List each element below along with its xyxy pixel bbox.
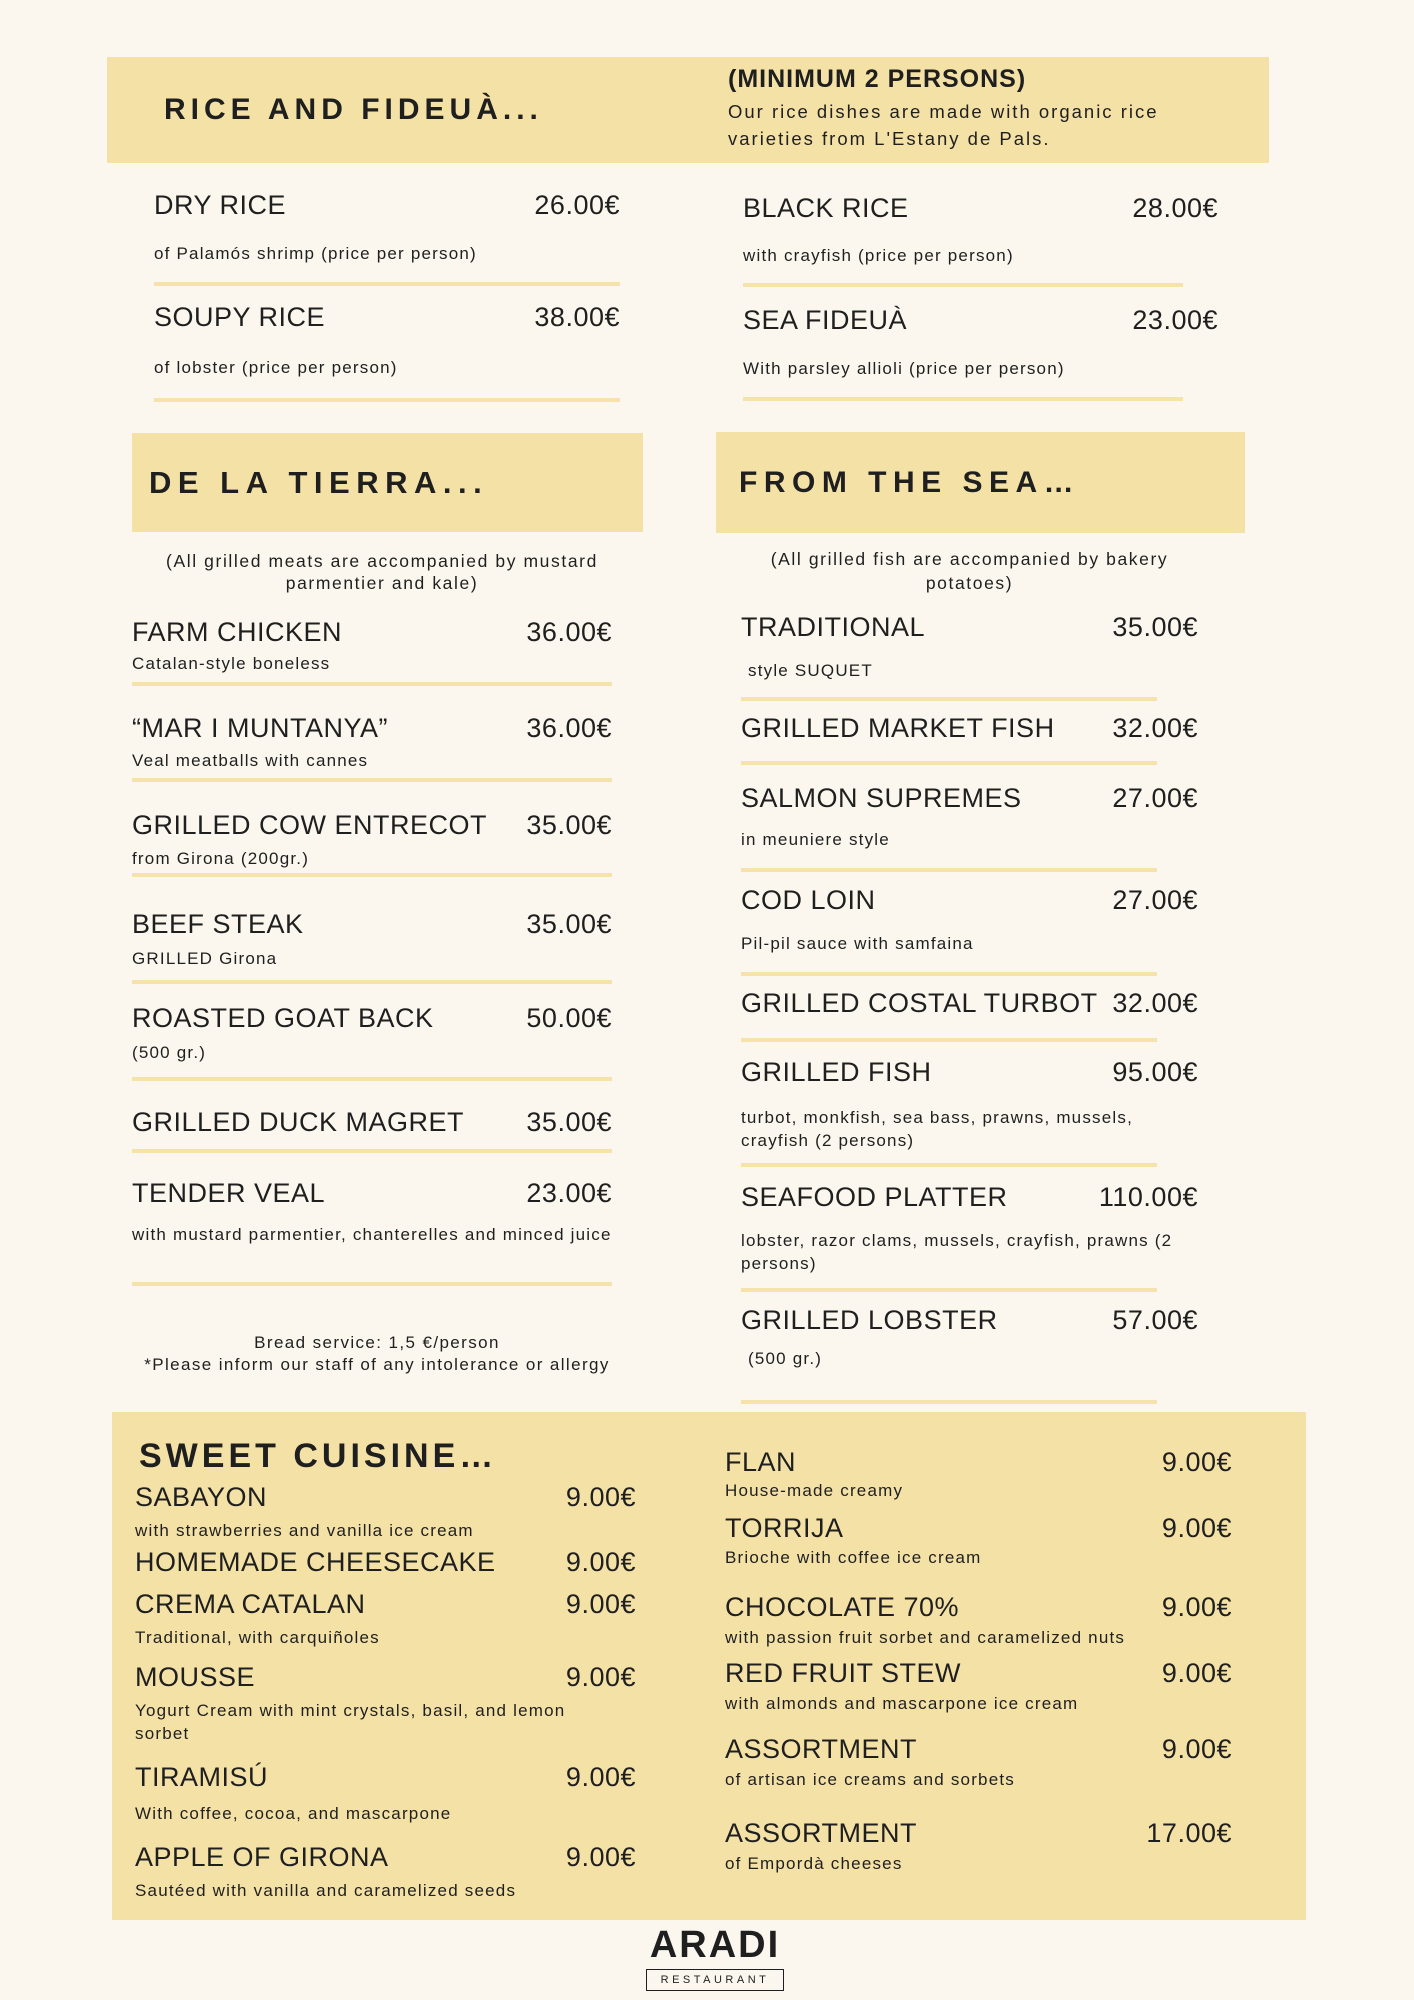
item-desc: with crayfish (price per person) <box>743 246 1014 265</box>
section-title: DE LA TIERRA... <box>149 464 489 500</box>
sea-note: (All grilled fish are accompanied by bakery potatoes) <box>770 549 1169 593</box>
item-price: 9.00€ <box>1161 1658 1232 1688</box>
item-name: ASSORTMENT <box>725 1818 918 1848</box>
item-price: 23.00€ <box>1132 305 1218 335</box>
menu-item <box>725 1732 1232 1789</box>
item-price: 9.00€ <box>1161 1513 1232 1543</box>
item-name: SALMON SUPREMES <box>741 783 1022 813</box>
item-price: 9.00€ <box>565 1842 636 1872</box>
item-desc: with strawberries and vanilla ice cream <box>135 1521 474 1540</box>
item-name: APPLE OF GIRONA <box>135 1842 389 1872</box>
item-desc: With coffee, cocoa, and mascarpone <box>135 1804 452 1823</box>
item-name: SEAFOOD PLATTER <box>741 1182 1008 1212</box>
item-price: 50.00€ <box>526 1003 612 1033</box>
item-desc: Sautéed with vanilla and caramelized seeds <box>135 1881 517 1900</box>
item-name: TORRIJA <box>725 1513 844 1543</box>
allergy-note: *Please inform our staff of any intolerance or allergy <box>144 1355 610 1374</box>
item-name: COD LOIN <box>741 885 876 915</box>
item-desc: GRILLED Girona <box>132 949 278 968</box>
menu-item <box>135 1587 636 1647</box>
item-desc: Pil-pil sauce with samfaina <box>741 934 974 953</box>
item-name: HOMEMADE CHEESECAKE <box>135 1547 496 1577</box>
item-price: 9.00€ <box>565 1482 636 1512</box>
item-price: 35.00€ <box>526 909 612 939</box>
restaurant-logo <box>515 1923 915 1991</box>
item-desc: of Empordà cheeses <box>725 1854 903 1873</box>
item-desc: Veal meatballs with cannes <box>132 751 369 770</box>
item-name: TRADITIONAL <box>741 612 926 642</box>
item-desc: with passion fruit sorbet and caramelized nuts <box>725 1628 1126 1647</box>
item-name: FLAN <box>725 1447 797 1477</box>
item-price: 9.00€ <box>565 1547 636 1577</box>
menu-item <box>725 1511 1232 1567</box>
item-desc: turbot, monkfish, sea bass, prawns, mussels, crayfish (2 persons) <box>741 1108 1133 1150</box>
menu-item <box>135 1760 636 1823</box>
item-price: 26.00€ <box>534 190 620 220</box>
item-price: 9.00€ <box>1161 1592 1232 1622</box>
item-price: 23.00€ <box>526 1178 612 1208</box>
item-desc: of Palamós shrimp (price per person) <box>154 244 477 263</box>
item-name: BEEF STEAK <box>132 909 304 939</box>
sweet-right-column <box>725 0 1232 2000</box>
item-desc: (500 gr.) <box>132 1043 207 1062</box>
item-desc: from Girona (200gr.) <box>132 849 310 868</box>
item-name: MOUSSE <box>135 1662 256 1692</box>
sweet-left-column <box>135 0 636 2000</box>
item-desc: lobster, razor clams, mussels, crayfish, prawns (2 persons) <box>741 1231 1173 1273</box>
item-price: 35.00€ <box>526 1107 612 1137</box>
item-desc: (500 gr.) <box>748 1349 823 1368</box>
item-price: 38.00€ <box>534 302 620 332</box>
item-desc: Catalan-style boneless <box>132 654 331 673</box>
item-price: 95.00€ <box>1112 1057 1198 1087</box>
item-price: 36.00€ <box>526 617 612 647</box>
rice-origin-note: Our rice dishes are made with organic rice varieties from L'Estany de Pals. <box>728 101 1159 149</box>
item-name: RED FRUIT STEW <box>725 1658 961 1688</box>
item-desc: Traditional, with carquiñoles <box>135 1628 380 1647</box>
menu-item <box>135 1660 636 1743</box>
section-title: FROM THE SEA… <box>739 465 1081 499</box>
item-price: 32.00€ <box>1112 713 1198 743</box>
item-name: FARM CHICKEN <box>132 617 343 647</box>
item-name: DRY RICE <box>154 190 287 220</box>
item-name: GRILLED FISH <box>741 1057 932 1087</box>
item-name: TENDER VEAL <box>132 1178 326 1208</box>
item-name: SABAYON <box>135 1482 268 1512</box>
bread-service-note: Bread service: 1,5 €/person <box>254 1333 500 1352</box>
item-name: TIRAMISÚ <box>135 1762 269 1792</box>
item-price: 17.00€ <box>1146 1818 1232 1848</box>
menu-item <box>135 1840 636 1900</box>
item-price: 28.00€ <box>1132 193 1218 223</box>
item-price: 9.00€ <box>1161 1447 1232 1477</box>
item-desc: style SUQUET <box>748 661 873 680</box>
menu-item <box>135 1545 636 1579</box>
item-price: 27.00€ <box>1112 885 1198 915</box>
item-name: GRILLED COSTAL TURBOT <box>741 988 1098 1018</box>
item-price: 57.00€ <box>1112 1305 1198 1335</box>
brand-subtitle: RESTAURANT <box>646 1969 785 1991</box>
minimum-persons-heading: (MINIMUM 2 PERSONS) <box>728 65 1027 93</box>
item-desc: with mustard parmentier, chanterelles and minced juice <box>132 1225 612 1244</box>
item-price: 36.00€ <box>526 713 612 743</box>
item-name: “MAR I MUNTANYA” <box>132 713 388 743</box>
menu-item <box>135 1480 636 1540</box>
item-name: CHOCOLATE 70% <box>725 1592 960 1622</box>
item-desc: of artisan ice creams and sorbets <box>725 1770 1015 1789</box>
item-price: 9.00€ <box>565 1762 636 1792</box>
item-name: SOUPY RICE <box>154 302 326 332</box>
item-name: BLACK RICE <box>743 193 909 223</box>
item-price: 9.00€ <box>565 1662 636 1692</box>
item-name: ASSORTMENT <box>725 1734 918 1764</box>
item-price: 9.00€ <box>565 1589 636 1619</box>
item-desc: Yogurt Cream with mint crystals, basil, and lemon sorbet <box>135 1701 566 1743</box>
brand-name: ARADI <box>649 1924 781 1966</box>
item-desc: Brioche with coffee ice cream <box>725 1548 982 1567</box>
tierra-note: (All grilled meats are accompanied by mustard parmentier and kale) <box>166 551 598 593</box>
item-price: 110.00€ <box>1098 1182 1198 1212</box>
item-name: GRILLED LOBSTER <box>741 1305 998 1335</box>
item-name: GRILLED COW ENTRECOT <box>132 810 488 840</box>
item-price: 9.00€ <box>1161 1734 1232 1764</box>
item-desc: with almonds and mascarpone ice cream <box>725 1694 1079 1713</box>
menu-item <box>725 1816 1232 1873</box>
item-desc: of lobster (price per person) <box>154 358 398 377</box>
item-desc: With parsley allioli (price per person) <box>743 359 1065 378</box>
menu-item <box>725 1590 1232 1647</box>
item-desc: in meuniere style <box>741 830 890 849</box>
item-price: 35.00€ <box>1112 612 1198 642</box>
item-name: SEA FIDEUÀ <box>743 305 908 335</box>
item-name: CREMA CATALAN <box>135 1589 366 1619</box>
section-title: RICE AND FIDEUÀ... <box>164 93 543 126</box>
item-name: GRILLED MARKET FISH <box>741 713 1055 743</box>
item-price: 27.00€ <box>1112 783 1198 813</box>
item-name: ROASTED GOAT BACK <box>132 1003 434 1033</box>
section-title: SWEET CUISINE… <box>139 1437 498 1475</box>
item-price: 32.00€ <box>1112 988 1198 1018</box>
item-price: 35.00€ <box>526 810 612 840</box>
item-desc: House-made creamy <box>725 1481 904 1500</box>
menu-item <box>725 1656 1232 1713</box>
item-name: GRILLED DUCK MAGRET <box>132 1107 465 1137</box>
menu-item <box>725 1445 1232 1500</box>
